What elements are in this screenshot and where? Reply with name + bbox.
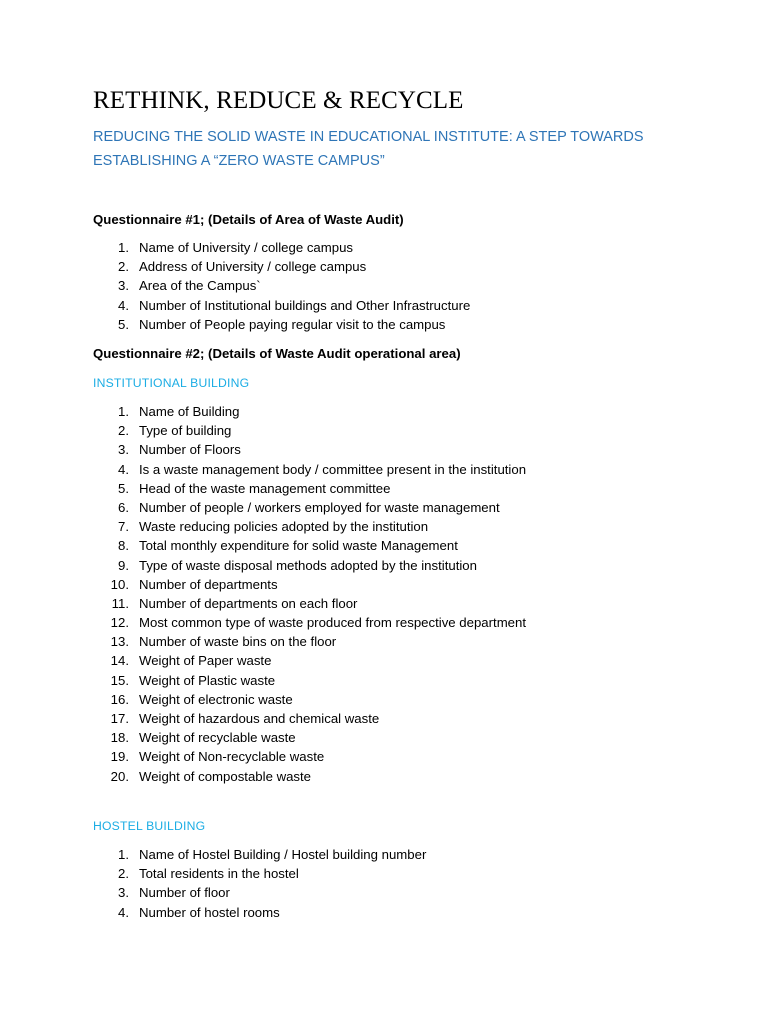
list-item-text: Number of departments on each floor xyxy=(139,595,358,611)
list-item-text: Most common type of waste produced from respective department xyxy=(139,615,527,631)
list-item-number: 2. xyxy=(118,259,129,275)
hostel-building-heading: HOSTEL BUILDING xyxy=(93,819,206,833)
list-item-text: Address of University / college campus xyxy=(139,259,367,275)
list-item-number: 9. xyxy=(118,557,129,573)
list-item-text: Number of hostel rooms xyxy=(139,904,280,920)
list-item-text: Area of the Campus` xyxy=(139,278,261,294)
document-title: RETHINK, REDUCE & RECYCLE xyxy=(93,87,464,114)
list-item-number: 1. xyxy=(118,847,129,862)
list-item-number: 5. xyxy=(118,480,129,496)
list-item-text: Weight of Paper waste xyxy=(139,653,272,669)
list-item-number: 19. xyxy=(110,749,129,765)
list-item-number: 20. xyxy=(110,768,129,784)
list-item-number: 16. xyxy=(110,691,129,707)
document-subtitle: REDUCING THE SOLID WASTE IN EDUCATIONAL INSTITUTE: A STEP TOWARDS ESTABLISHING A “ZERO WASTE CAMPUS” xyxy=(93,129,644,169)
list-item-text: Number of waste bins on the floor xyxy=(139,634,337,650)
list-item-number: 15. xyxy=(110,672,129,688)
list-item-text: Type of waste disposal methods adopted by the institution xyxy=(139,557,477,573)
list-item-number: 3. xyxy=(118,278,129,294)
list-item-number: 4. xyxy=(118,297,129,313)
list-item-number: 8. xyxy=(118,538,129,554)
list-item-text: Number of floor xyxy=(139,885,230,901)
list-item-number: 4. xyxy=(118,904,129,920)
list-item-text: Weight of compostable waste xyxy=(139,768,312,784)
list-item-number: 2. xyxy=(118,423,129,439)
list-item-text: Is a waste management body / committee present in the institution xyxy=(139,461,527,477)
list-item-number: 13. xyxy=(110,634,129,650)
list-item-number: 1. xyxy=(118,404,129,419)
list-item-text: Name of Hostel Building / Hostel building number xyxy=(139,847,427,862)
list-item-text: Waste reducing policies adopted by the institution xyxy=(139,519,429,535)
list-item-text: Number of departments xyxy=(139,576,278,592)
list-item-number: 3. xyxy=(118,442,129,458)
list-item-text: Head of the waste management committee xyxy=(139,480,391,496)
list-item-text: Weight of Non-recyclable waste xyxy=(139,749,325,765)
list-item-number: 4. xyxy=(118,461,129,477)
list-item-number: 18. xyxy=(110,730,129,746)
list-item-number: 7. xyxy=(118,519,129,535)
list-item-text: Weight of Plastic waste xyxy=(139,672,276,688)
list-item-number: 2. xyxy=(118,866,129,882)
list-item-number: 10. xyxy=(110,576,129,592)
list-item-text: Name of Building xyxy=(139,404,240,419)
questionnaire-1-heading: Questionnaire #1; (Details of Area of Waste Audit) xyxy=(93,212,404,227)
list-item-number: 17. xyxy=(110,711,129,726)
list-item-text: Number of Institutional buildings and Other Infrastructure xyxy=(139,297,471,313)
list-item-number: 6. xyxy=(118,499,129,515)
list-item-text: Weight of recyclable waste xyxy=(139,730,296,746)
list-item-text: Total residents in the hostel xyxy=(139,866,299,882)
list-item-number: 1. xyxy=(118,240,129,255)
list-item-text: Weight of hazardous and chemical waste xyxy=(139,711,380,726)
list-item-number: 3. xyxy=(118,885,129,901)
list-item-text: Type of building xyxy=(139,423,232,439)
list-item-number: 5. xyxy=(118,316,129,332)
list-item-text: Number of Floors xyxy=(139,442,241,458)
list-item-number: 12. xyxy=(110,615,129,631)
list-item-text: Weight of electronic waste xyxy=(139,691,293,707)
list-item-text: Number of people / workers employed for waste management xyxy=(139,499,500,515)
list-item-text: Name of University / college campus xyxy=(139,240,354,255)
list-item-number: 14. xyxy=(110,653,129,669)
list-item-text: Total monthly expenditure for solid waste Management xyxy=(139,538,458,554)
institutional-building-heading: INSTITUTIONAL BUILDING xyxy=(93,376,250,390)
list-item-text: Number of People paying regular visit to the campus xyxy=(139,316,446,332)
list-item-number: 11. xyxy=(111,595,129,611)
questionnaire-2-heading: Questionnaire #2; (Details of Waste Audit operational area) xyxy=(93,346,461,361)
